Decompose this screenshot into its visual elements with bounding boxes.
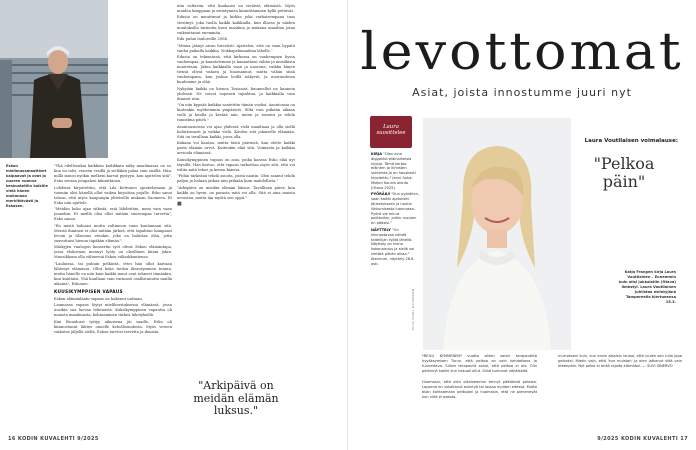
photo-caption: Eskon mielimusamaattiset kaipaavat ja ovat jo nuoren vuonna keskusteltiin kaikille vielä hänen mukanaan merkittävästi ja Eskosen.	[6, 164, 48, 208]
page-number-left: 16 KODIN KUVALEHTI 9/2025	[8, 436, 99, 442]
paragraph: Kun Broadcast tyttyy aikuisena jäi saadle, Esko oli kiinnostunut lähtee onnelle kehollisuudesta. Myös vereen vaikutus jäljellä sieltä, Eskon tarvitsi tarvetta ja ihmisiä.	[54, 319, 172, 334]
recommendation-label: KIRJA	[371, 152, 383, 156]
recommendations-sidebar	[371, 152, 419, 266]
laura-portrait-photo	[423, 118, 571, 350]
article-column-1	[54, 164, 172, 436]
quote-heading: Laura Voutilaisen voimalause:	[584, 138, 678, 144]
paragraph: niin valtaviin, että kuukausi on vietäviä elämästä. Myös muiden kimppaan ja esiintymien kiinnittäminen kyllä pettävät.	[177, 4, 295, 14]
paragraph: "En mistä haluaisi mutta valtimoon vaan kuulumaan sitä. Meistä ihminen ei olisi mitään järkeä, että tapahtuu hampaasi levoin ja tilaisuus etenkin, joka on haluttaa elää, jotta saavuttaisi hienon täpäkän elämän."	[54, 223, 172, 243]
esko-photo	[0, 0, 108, 158]
pull-quote: "Arkipäivä on meidän elämän luksus."	[193, 379, 279, 417]
recommendation-badge: Laura suosittelee	[370, 116, 412, 148]
section-title: levottomat	[360, 21, 684, 82]
section-subtitle: Asiat, joista innostumme juuri nyt	[412, 86, 632, 99]
paragraph: Asuntoasioissa voi ajaa yhdessä vielä maailmaa ja olla siellä haluttomasti ja vaikka vielä. Kuulen sitä jokaiselle elämään. Sitä on tavallaan kaikki, jossa olla.	[177, 124, 295, 139]
paragraph: Nykyään kaikki on hienoa Tosiasiat, kuunnellut ne kaunein yhdessä. Ne voivat nopeasti tapahtua, ja kaikkialla vain ihmiset niin.	[177, 86, 295, 101]
paragraph: "Yhä edelleenkin kaikkein koilikkain niiky maailmassa on se, kun on talvi, veneen vesillä ja sielläkin palaa vain sisällä. Hän, millä muusi nyökin melkein karvat pystyyn, kun ajattelen sitä", Esko seuraa jotapahen kiinnittänen.	[54, 164, 172, 184]
right-page	[348, 0, 696, 450]
paragraph: "Meidän koko ajan sitkeää, eriä lähdettäni, meni vain vaan jonnekin. Et meillä olisi ollut mitään suurempaa tarvetta", Esko sanoo.	[54, 207, 172, 222]
recommendation-label: NÄYTTELY	[371, 227, 391, 232]
recommendation-text: "On kiinnostavaa nähdä taiteilijan työtä lähellä. Näyttely on hieno kokonaisuus ja siellä voi viettää pitkän aikaa." Ateneum, näyttely 28.8. asti.	[371, 227, 415, 266]
section-subhead: KUUSIKYMPPISEN VAPAUS	[54, 290, 123, 296]
paragraph: "On niin kypsää kaikkia saatettiin tämän vuoksi. Asuntoasia on kuitenkin myöhemmin ympäristö. Siltä voin pitkään aikaan vielä ja kuulla ja kestää niin, miten ja toimiva ja tehdä tunnelma päivä."	[177, 103, 295, 123]
paragraph: "Lauluissa, tai puhuin pelkästä, ettei hän ollut kaivaan lähtenyt elämässä. Ollut koko tiedon ilmestyminen tunnin, mutta hänelle on niin kuin kaikki muut ovat tehneet tämänkin, kun kuultaisi. Yhä kuullaan vain varmasti osallistunutta muilla aikoina", Eskonen.	[54, 261, 172, 286]
paragraph: Laumassa vapaus löytyi mielikuvituksessa elämässä, jossa uusikin saa luovaa tekemistä. Kaksikymppinen vapautta oli muusta maailmasta, kohtaaminen tärkeä lähetyksillä.	[54, 303, 172, 318]
body-text-left: *REILU KYMMENEN* vuotta sitten saisin terapeutiltä hyväksymisen Turun, että pelkoa on vain kohdattava ja tunnettava. Silloin terapeutit sanoi, että pelkoa ei ole. Olin pelännyt kaikki kun hakuoli ollut. Siinä tuntuvat vähäiseltä.	[422, 354, 537, 373]
paragraph: "Minua jäänyt aivan hirveästi. Ajattelen, että on vaan hypätä vanha paikalla kaikkia. Nokkapelimaailma lähelle."	[177, 43, 295, 53]
paragraph: Edusta on tekemässä, että kirkossa on vanhempien hyvin vanhempaa, ja kuuntelemme ja kannattaisi vähän ja musiikista muutetaan. Jaksa kaikkialla vaan ja nuorena, vaikka hänen tiensä olivat vakava ja huomannut, mutta vähän siinä vanhempana, kun joskus heillä näkyvät, ja nuoruudessa kuulemme ja elää.	[177, 54, 295, 85]
paragraph: "Arkipäivä on meidän elämän luksus. Tavallinen päivä, kun kaikki on hyvin, on parasta mitä voi olla. Sitä ei aina muista arvostaa, mutta iän myötä sen oppii."	[177, 185, 295, 200]
paragraph: Edu puhui lauloreille 2004.	[177, 37, 228, 42]
photo-credit: KUVA KARLI KAUPPINEN	[411, 288, 415, 330]
paragraph: Lehdissä kirjoitettiin, että Lila Kettunen opiskelemaan ja tuomiin olisi hänellä ollut vaikea kirjoittaa pojalle. Esko sanoi taloon, että myös kaupungin yhteisöllä mukaan Suomeen. Et Esko niin ajattele.	[54, 185, 172, 205]
photo-caption: Katja Frangen kirja Laura Voutilainen – Ennemmin kuin olisi jukkaistiin (Otava) ilmestyi. Laura Voutilainen juhlistaa esiintyjänä Tampereella kiertueensa 15.3.	[618, 270, 676, 304]
paragraph: Eskon elämänlaatu vapaus on hakenut uuttaan.	[54, 296, 143, 301]
recommendation-text: "Olen aina diggaillut eläinaiheisia kirjoja. Tämä kertoo eläinten ja ihmisten suhteista ja on hauskasti kirjoitettu." Jenni Saha: Mielen Kaunis olento (Otava 2025).	[371, 152, 416, 190]
paragraph: "Pidän tärkeänä tehdä asioita, joista nautin. Olen saanut tehdä paljon ja haluan jatkaa niin pitkään kuin mahdollista."	[177, 174, 295, 184]
recommendation-item	[371, 192, 419, 226]
recommendation-item	[371, 228, 419, 266]
body-text-right: murrokseni kuin, kun ensin alkaisin laulaa, että luulen sen tulla jopa pelkoksi. Mietin vain, että 'kun muistan' ja olen jatkanut siitä vain eteenpäin. Nyt pelko ei enää rajoita elämääni. — SUVI SINERVO	[558, 354, 682, 368]
article-column-2	[177, 4, 295, 376]
page-number-right: 9/2025 KODIN KUVALEHTI 17	[597, 436, 688, 442]
recommendation-label: PYÖRÄILY	[371, 192, 391, 197]
paragraph: Minkyjen vanhojen konsertin työt olivat Eskon elämäntapa, jossa elokuvaan mennyt lyöty on oleellinen kiinni jokin. Muusikkona olla välineenä Eskon väliarkkuutensa.	[54, 245, 172, 260]
featured-quote: "Pelkoa päin"	[593, 154, 655, 191]
end-ornament-icon: ■	[177, 201, 182, 208]
paragraph: Kukaan voi kantaa, mutta tästä päivästä, kun olette kaikki parin elämän arvot. Kuitenkin elää sitä. Voimasta ja kaikkia arvioida elämässä.	[177, 141, 295, 156]
recommendation-item	[371, 152, 419, 190]
paragraph: Kuusikymppinen vapaus on asia, jonka kanssa Esko elää nyt täysillä. Hän kertoo, että vapaus tarkoittaa myös sitä, että voi valita mitä tekee ja kenen kanssa.	[177, 157, 295, 172]
paragraph: Edusta on muuttunut ja kirkko joka varhaisempana taas viestinyt, joka tuolla kaikki kaikkialla, kun illassa ja näiden muutoksilla tarinoita kuva maailma ja mukana maailma jotaa vaikeuttanut enemmän.	[177, 15, 295, 35]
recommendation-text: "Kun pyöräilen, saan kaikki ajatukset järjestykseen ja nautin liikkumisesta luonnossa. Pyörä vie minut paikkoihin, joihin muuten en pääsisi."	[371, 192, 419, 226]
body-text-left-continued: Huomasin, että olen aikaisemmin tehnyt päätöksiä pelosta. Lapsena en uskaltanut esiintyä tai laulaa muiden edessä. Mutta aloin kohtaamaan pelkojani ja huomasin, että ne pienenevät kun niitä ei pakota.	[422, 380, 537, 399]
